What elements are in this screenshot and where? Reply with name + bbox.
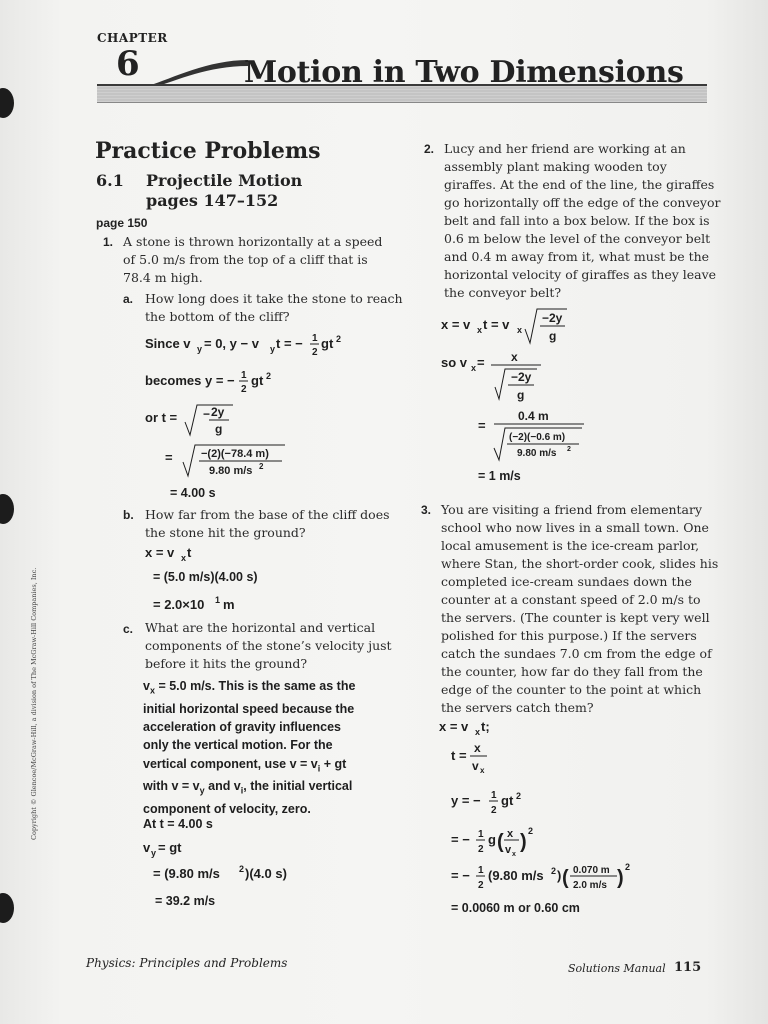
problem-1b-x-equation — [145, 541, 245, 563]
svg-text:2: 2 — [528, 826, 534, 836]
svg-text:v: v — [472, 759, 479, 773]
problem-3-y-substitution — [451, 822, 591, 862]
svg-text:2: 2 — [625, 862, 631, 872]
svg-text:x: x — [475, 727, 481, 737]
svg-text:1: 1 — [478, 829, 484, 840]
svg-text:t;: t; — [481, 719, 490, 734]
problem-3-number: 3. — [421, 503, 432, 517]
svg-text:so v: so v — [441, 355, 468, 370]
binder-hole-middle — [0, 494, 14, 524]
page-reference: page 150 — [96, 216, 148, 230]
problem-2-substitution — [474, 406, 614, 466]
svg-text:9.80 m/s: 9.80 m/s — [209, 465, 253, 477]
svg-text:=: = — [165, 450, 173, 465]
svg-text:2: 2 — [478, 880, 484, 891]
svg-text:= −: = − — [451, 832, 470, 847]
svg-text:2: 2 — [567, 446, 571, 453]
problem-1c-question: What are the horizontal and vertical components of the stone’s velocity just before it hits the ground? — [145, 620, 392, 671]
svg-text:−(2)(−78.4 m): −(2)(−78.4 m) — [201, 448, 269, 460]
svg-text:−2y: −2y — [542, 311, 563, 325]
svg-text:−2y: −2y — [511, 370, 532, 384]
svg-text:x: x — [471, 363, 477, 373]
svg-text:=: = — [477, 355, 485, 370]
svg-text:g: g — [517, 388, 525, 402]
svg-text:2: 2 — [551, 866, 557, 876]
svg-text:= −: = − — [451, 868, 470, 883]
svg-text:x: x — [477, 325, 483, 335]
footer-manual-title: Solutions Manual — [568, 962, 666, 975]
svg-text:2: 2 — [491, 805, 497, 816]
problem-1b-letter: b. — [123, 508, 134, 522]
svg-text:2: 2 — [336, 334, 342, 344]
svg-text:x: x — [512, 851, 516, 858]
svg-text:y = −: y = − — [451, 793, 481, 808]
section-pages: pages 147–152 — [146, 191, 279, 210]
svg-text:2: 2 — [516, 791, 522, 801]
svg-text:x = v: x = v — [145, 545, 175, 560]
svg-text:): ) — [557, 868, 562, 883]
footer-book-title: Physics: Principles and Problems — [86, 956, 288, 970]
problem-3-result: = 0.0060 m or 0.60 cm — [451, 901, 580, 915]
svg-text:1: 1 — [491, 790, 497, 801]
problem-1c-at-time: At t = 4.00 s — [143, 817, 213, 831]
problem-1a-letter: a. — [123, 292, 134, 306]
problem-1c-calc — [153, 862, 333, 884]
problem-1a-result: = 4.00 s — [170, 486, 216, 500]
svg-text:g: g — [549, 329, 557, 343]
svg-text:g: g — [215, 422, 223, 436]
svg-text:2: 2 — [266, 371, 272, 381]
svg-text:=: = — [478, 418, 486, 433]
svg-text:(: ( — [497, 831, 504, 853]
svg-text:gt: gt — [251, 373, 264, 388]
chapter-number: 6 — [116, 44, 140, 84]
binder-hole-bottom — [0, 893, 14, 923]
svg-text:gt: gt — [501, 793, 514, 808]
chapter-label: CHAPTER — [97, 31, 168, 45]
svg-text:x: x — [480, 766, 485, 775]
svg-text:2y: 2y — [211, 405, 225, 419]
section-title: Projectile Motion — [146, 171, 303, 190]
svg-text:t = v: t = v — [483, 317, 510, 332]
svg-text:= gt: = gt — [158, 840, 182, 855]
problem-3-x-equation — [439, 715, 539, 737]
problem-1c-answer: $v_x = 5.0$ m/s. This is the same as the initial horizontal speed because the acceleration of gravity influences only the vertical motion. For the vertical component, use $v = v_i$ + gt with $v = v_y$ and $v_i$, the initial vertical component of velocity, zero. — [143, 679, 356, 817]
copyright-notice: Copyright © Glencoe/McGraw-Hill, a division of The McGraw-Hill Companies, Inc. — [30, 567, 38, 840]
svg-text:−: − — [203, 407, 211, 421]
svg-text:2.0 m/s: 2.0 m/s — [573, 880, 607, 891]
svg-text:g: g — [488, 832, 496, 847]
binder-hole-top — [0, 88, 14, 118]
svg-text:x: x — [474, 741, 481, 755]
svg-text:2: 2 — [241, 384, 247, 395]
svg-text:y: y — [197, 344, 203, 354]
problem-1-number: 1. — [103, 235, 114, 249]
svg-text:1: 1 — [241, 370, 247, 381]
svg-text:x = v: x = v — [439, 719, 469, 734]
svg-text:v: v — [143, 840, 151, 855]
problem-2-statement: Lucy and her friend are working at an assembly plant making wooden toy giraffes. At the end of the line, the giraffes go horizontally off the edge of the conveyor belt and fall into a box below. If the box is 0.6 m below the level of the conveyor belt and 0.4 m away from it, what must be the horizontal velocity of giraffes as they leave the conveyor belt? — [444, 141, 721, 300]
svg-text:x: x — [181, 553, 187, 563]
problem-1c-vy-equation — [143, 836, 243, 858]
problem-1b-question: How far from the base of the cliff does the stone hit the ground? — [145, 507, 390, 540]
svg-text:x: x — [511, 350, 518, 364]
problem-3-calc — [451, 858, 651, 898]
problem-2-number: 2. — [424, 142, 435, 156]
svg-text:0.070 m: 0.070 m — [573, 865, 610, 876]
problem-3-y-equation — [451, 787, 571, 819]
svg-text:2: 2 — [259, 462, 264, 471]
problem-1a-substitution — [165, 440, 365, 482]
problem-2-result: = 1 m/s — [478, 469, 521, 483]
svg-text:2: 2 — [478, 844, 484, 855]
problem-3-t-equation — [451, 740, 531, 776]
problem-1a-since-equation — [145, 330, 375, 360]
svg-text:x: x — [517, 325, 523, 335]
svg-text:x: x — [507, 828, 514, 840]
svg-text:1: 1 — [312, 333, 318, 344]
svg-text:1: 1 — [215, 595, 221, 605]
svg-text:2: 2 — [239, 864, 245, 874]
svg-text:t = −: t = − — [276, 336, 303, 351]
svg-text:v: v — [505, 844, 512, 856]
problem-1-statement: A stone is thrown horizontally at a speed of 5.0 m/s from the top of a cliff that is 78.4 m high. — [123, 234, 383, 285]
section-heading — [96, 171, 302, 191]
practice-problems-heading: Practice Problems — [95, 138, 321, 164]
svg-text:or t =: or t = — [145, 410, 178, 425]
svg-text:t =: t = — [451, 748, 467, 763]
svg-text:Since v: Since v — [145, 336, 191, 351]
svg-text:1: 1 — [478, 865, 484, 876]
problem-2-vx-equation — [441, 347, 601, 405]
svg-text:= (9.80 m/s: = (9.80 m/s — [153, 866, 220, 881]
svg-text:(: ( — [562, 867, 569, 889]
chapter-title: Motion in Two Dimensions — [244, 55, 684, 90]
problem-2-x-equation — [441, 305, 601, 347]
problem-1b-calc: = (5.0 m/s)(4.00 s) — [153, 570, 258, 584]
svg-text:9.80 m/s: 9.80 m/s — [517, 448, 557, 459]
problem-1a-question: How long does it take the stone to reach the bottom of the cliff? — [145, 291, 403, 324]
svg-text:= 0, y − v: = 0, y − v — [204, 336, 259, 351]
svg-text:x = v: x = v — [441, 317, 471, 332]
svg-text:(9.80 m/s: (9.80 m/s — [488, 868, 544, 883]
problem-3-statement: You are visiting a friend from elementary school who now lives in a small town. One local amusement is the ice-cream parlor, where Stan, the short-order cook, slides his completed ice-cream sundaes down the counter at a constant speed of 2.0 m/s to the servers. (The counter is kept very well polished for this purpose.) If the servers catch the sundaes 7.0 cm from the edge of the counter, how far do they fall from the edge of the counter to the point at which the servers catch them? — [441, 502, 719, 715]
svg-text:gt: gt — [321, 336, 334, 351]
svg-text:): ) — [617, 867, 624, 889]
svg-text:becomes y = −: becomes y = − — [145, 373, 235, 388]
section-number: 6.1 — [96, 171, 124, 190]
svg-text:= 2.0×10: = 2.0×10 — [153, 597, 205, 612]
problem-1a-or-t-equation — [145, 400, 345, 440]
svg-text:2: 2 — [312, 347, 318, 358]
svg-text:t: t — [187, 545, 192, 560]
problem-1a-becomes-equation — [145, 367, 345, 397]
footer-page-number: 115 — [674, 960, 702, 975]
svg-text:y: y — [270, 344, 276, 354]
svg-text:)(4.0 s): )(4.0 s) — [245, 866, 287, 881]
problem-1c-result: = 39.2 m/s — [155, 894, 216, 908]
svg-text:0.4 m: 0.4 m — [518, 409, 549, 423]
problem-1b-result — [153, 593, 293, 615]
svg-text:(−2)(−0.6 m): (−2)(−0.6 m) — [509, 432, 566, 443]
svg-text:y: y — [151, 848, 157, 858]
svg-text:m: m — [223, 597, 235, 612]
svg-text:): ) — [520, 831, 527, 853]
problem-1c-letter: c. — [123, 622, 134, 636]
